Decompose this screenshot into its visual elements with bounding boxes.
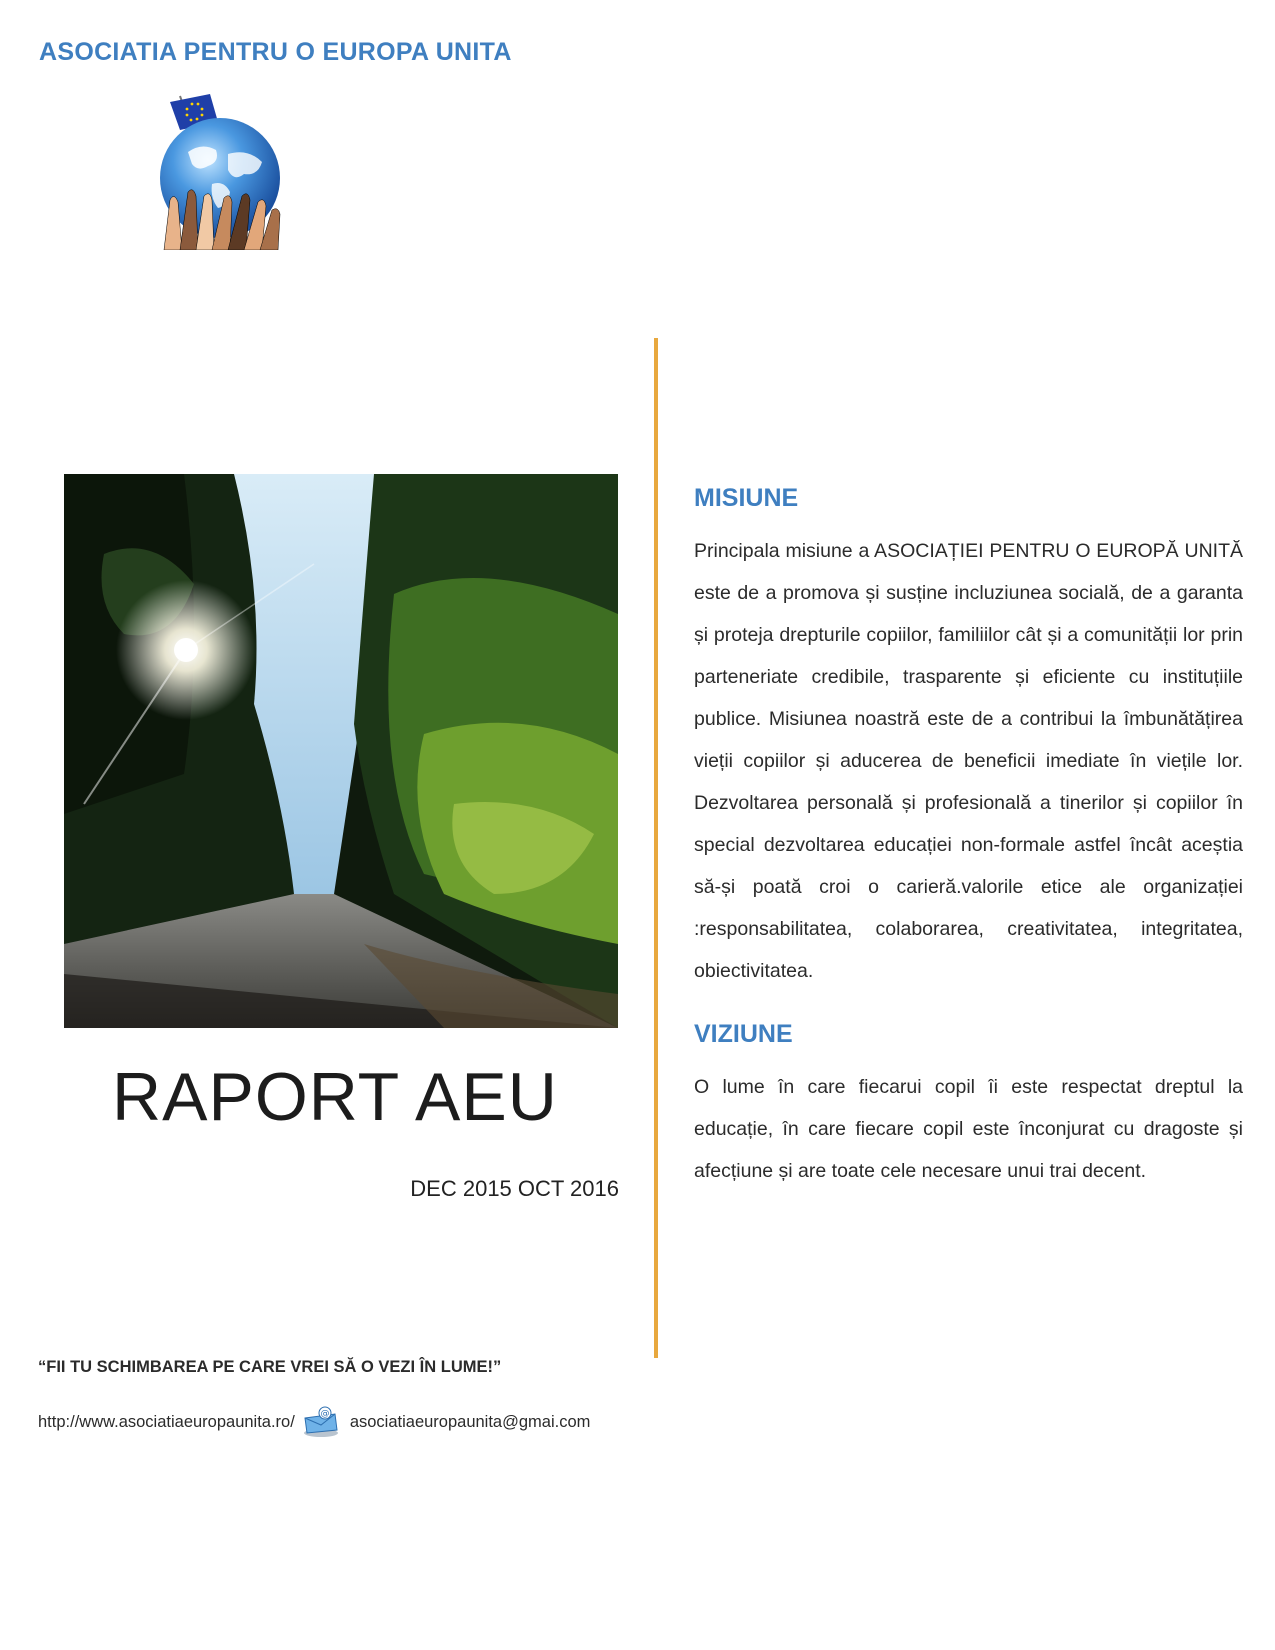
mission-text: Principala misiune a ASOCIAȚIEI PENTRU O EUROPĂ UNITĂ este de a promova și susține incluziunea socială, de a garanta și proteja drepturile copiilor, familiilor cât și a comunității lor prin parteneriate credibile, trasparente și eficiente cu instituțiile publice. Misiunea noastră este de a contribui la îmbunătățirea vieții copiilor și aducerea de beneficii imediate în viețile lor. Dezvoltarea personală și profesională a tinerilor și copiilor în special dezvoltarea educației non-formale astfel încât aceștia să-și poată croi o carieră.valorile etice ale organizației :responsabilitatea, colaborarea, creativitatea, integritatea, obiectivitatea. xyxy=(694,540,1243,982)
vertical-divider xyxy=(654,338,658,1358)
svg-text:@: @ xyxy=(320,1409,330,1419)
report-title: RAPORT AEU xyxy=(112,1059,558,1135)
globe-hands-logo-icon xyxy=(158,92,288,250)
report-dates: DEC 2015 OCT 2016 xyxy=(410,1176,619,1201)
vision-heading: VIZIUNE xyxy=(694,1020,793,1048)
website-link[interactable]: http://www.asociatiaeuropaunita.ro/ xyxy=(38,1412,295,1431)
motto-quote: “FII TU SCHIMBAREA PE CARE VREI SĂ O VEZI ÎN LUME!” xyxy=(38,1358,502,1376)
mission-heading: MISIUNE xyxy=(694,484,799,512)
email-address[interactable]: asociatiaeuropaunita@gmai.com xyxy=(349,1412,591,1431)
email-icon xyxy=(301,1406,341,1438)
forest-road-photo-icon xyxy=(64,474,618,1028)
organization-title: ASOCIATIA PENTRU O EUROPA UNITA xyxy=(39,38,512,66)
vision-text: O lume în care fiecarui copil îi este respectat dreptul la educație, în care fiecare copil este înconjurat cu dragoste și afecțiune și are toate cele necesare unui trai decent. xyxy=(694,1076,1243,1182)
contact-line xyxy=(38,1402,590,1442)
